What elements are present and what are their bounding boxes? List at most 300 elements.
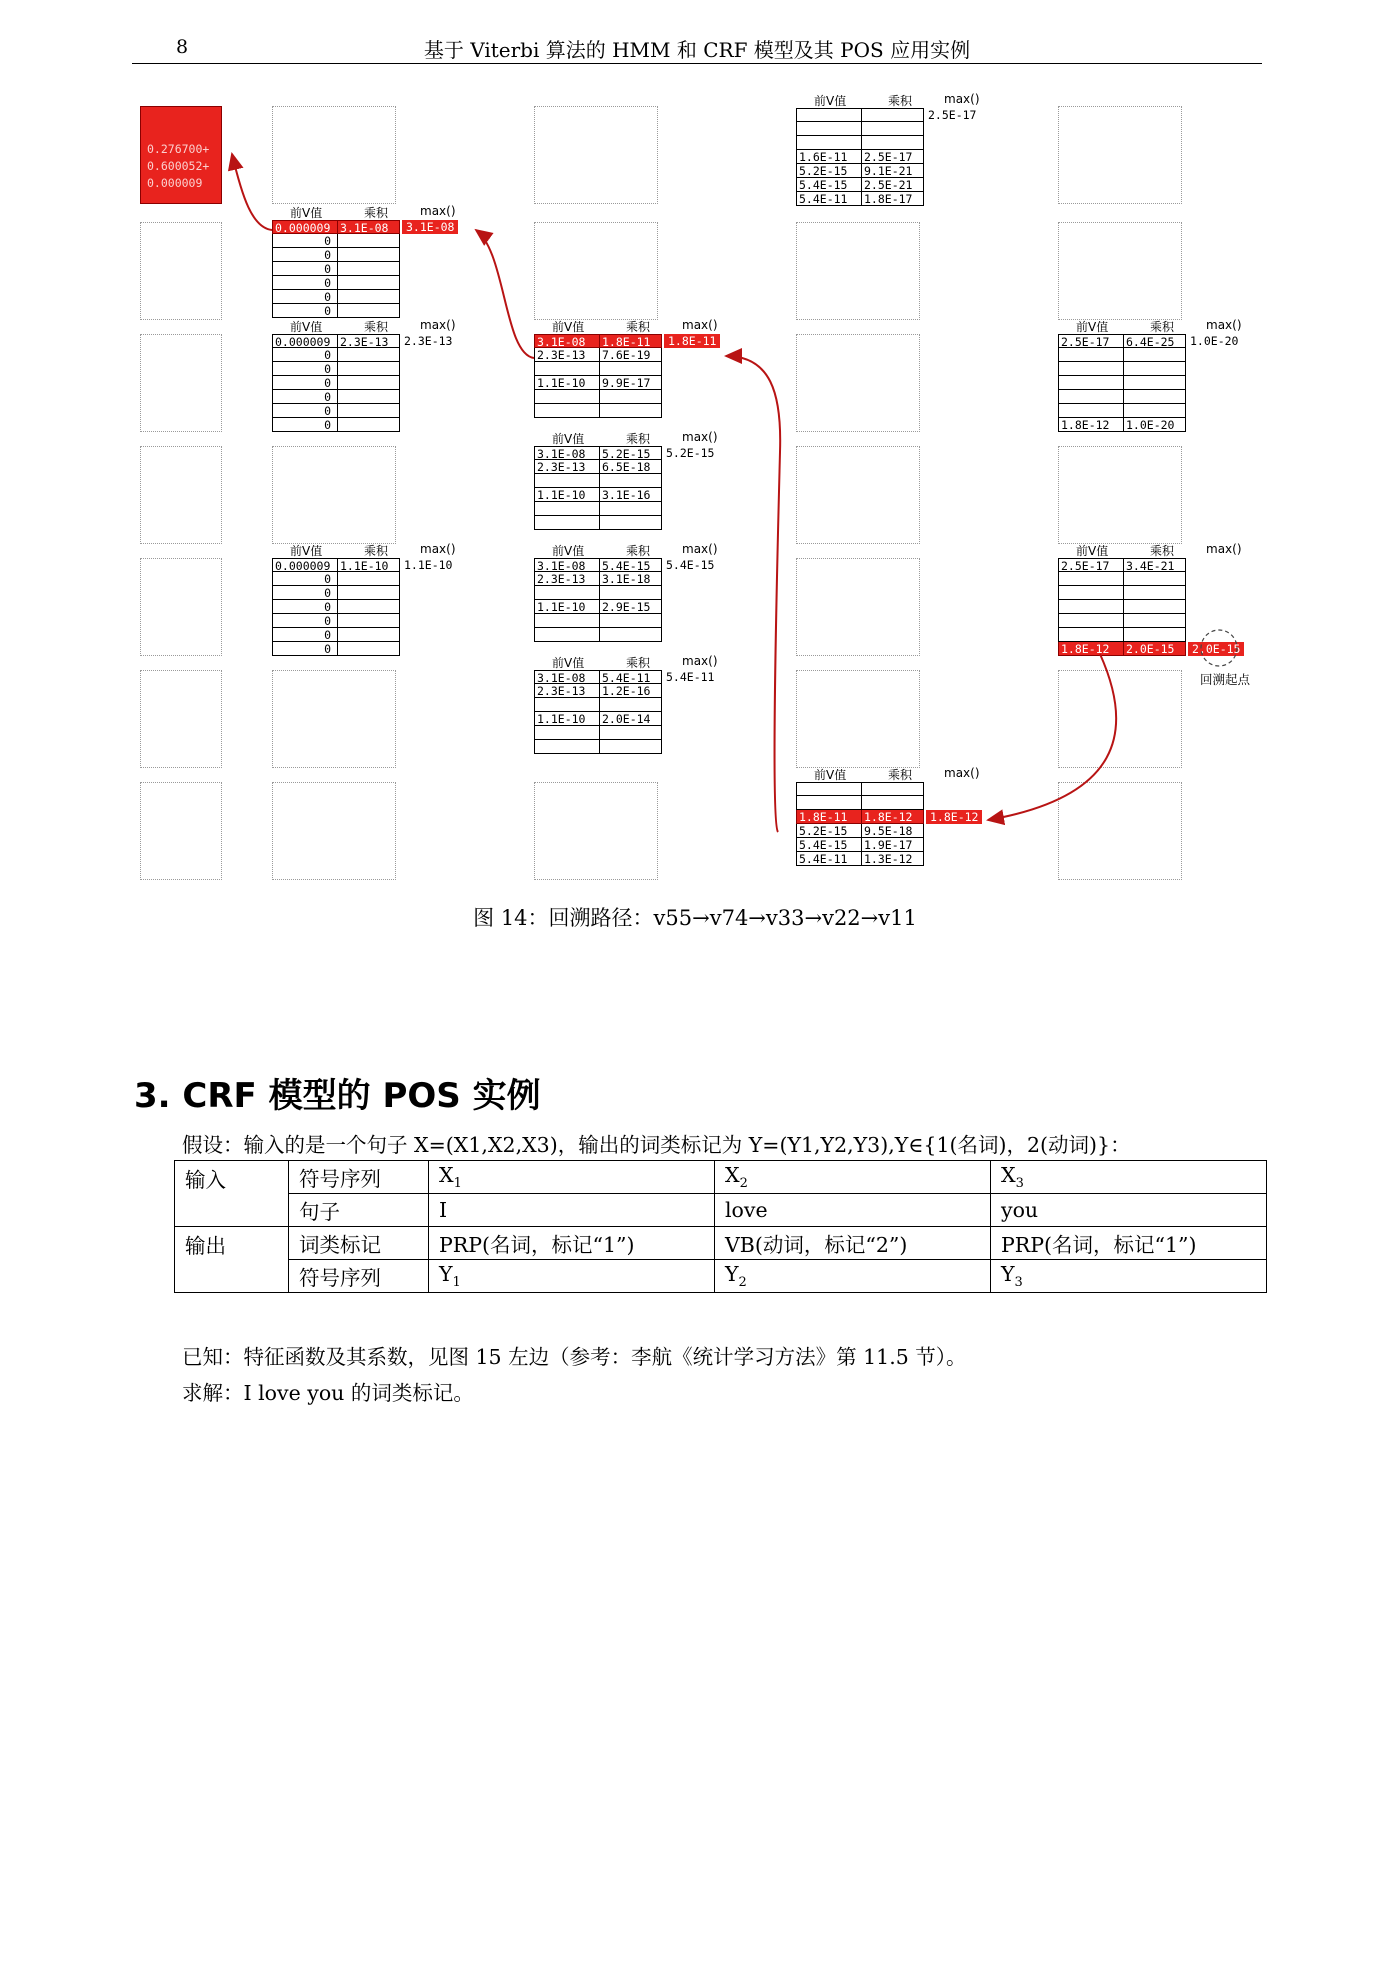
table-body <box>534 670 662 754</box>
table-cell: $X_2$ <box>715 1161 991 1194</box>
product-cell <box>1124 376 1186 390</box>
product-cell <box>338 276 400 290</box>
product-cell: 5.4E-15 <box>600 558 662 572</box>
table-row <box>534 474 662 488</box>
prev-value-cell <box>1058 376 1124 390</box>
table-row <box>534 390 662 404</box>
max-value: 5.4E-15 <box>666 558 715 572</box>
product-cell <box>600 362 662 376</box>
table-cell: I <box>429 1194 715 1227</box>
product-cell <box>600 614 662 628</box>
table-row <box>534 712 662 726</box>
table-row <box>796 108 924 122</box>
product-cell: 1.1E-10 <box>338 558 400 572</box>
table-column-headers <box>272 318 472 334</box>
table-row <box>272 390 400 404</box>
product-cell <box>862 122 924 136</box>
table-row <box>272 348 400 362</box>
state-cell <box>272 106 396 204</box>
prev-value-cell: 3.1E-08 <box>534 446 600 460</box>
table-column-headers <box>1058 318 1258 334</box>
column-header-product: 乘积 <box>626 320 651 334</box>
prev-value-cell: 5.4E-15 <box>796 178 862 192</box>
prev-value-cell <box>534 390 600 404</box>
product-cell: 1.3E-12 <box>862 852 924 866</box>
prev-value-cell: 5.2E-15 <box>796 824 862 838</box>
table-row <box>534 348 662 362</box>
table-row <box>534 600 662 614</box>
table-row <box>272 558 400 572</box>
max-value: 2.5E-17 <box>928 108 977 122</box>
table-cell: $Y_2$ <box>715 1260 991 1293</box>
product-cell <box>338 304 400 318</box>
product-cell <box>1124 572 1186 586</box>
prev-value-cell <box>796 108 862 122</box>
state-cell <box>796 334 920 432</box>
table-row <box>534 572 662 586</box>
prev-value-cell: 2.5E-17 <box>1058 558 1124 572</box>
prev-value-cell: 1.8E-12 <box>1058 642 1124 656</box>
prev-value-cell: 1.1E-10 <box>534 488 600 502</box>
table-row <box>1058 390 1186 404</box>
prev-value-cell <box>534 362 600 376</box>
assumption-text: 假设：输入的是一个句子 X=(X1,X2,X3)，输出的词类标记为 Y=(Y1,Y2,Y3),Y∈{1(名词)，2(动词)}： <box>182 1133 1131 1157</box>
prev-value-cell: 0 <box>272 418 338 432</box>
state-cell <box>1058 106 1182 204</box>
product-cell <box>600 740 662 754</box>
product-cell <box>1124 586 1186 600</box>
product-cell <box>338 390 400 404</box>
column-header-max: max() <box>420 542 456 556</box>
table-row <box>272 262 400 276</box>
prev-value-cell: 2.3E-13 <box>534 460 600 474</box>
column-header-product: 乘积 <box>888 768 913 782</box>
column-header-product: 乘积 <box>1150 320 1175 334</box>
state-cell <box>796 558 920 656</box>
row-label: 符号序列 <box>289 1161 429 1194</box>
state-cell <box>1058 782 1182 880</box>
product-cell <box>600 390 662 404</box>
table-row <box>272 642 400 656</box>
state-cell <box>534 222 658 320</box>
table-body <box>534 558 662 642</box>
prev-value-cell <box>1058 348 1124 362</box>
table-row <box>534 628 662 642</box>
prev-value-cell: 0 <box>272 642 338 656</box>
running-title: 基于 Viterbi 算法的 HMM 和 CRF 模型及其 POS 应用实例 <box>423 38 971 62</box>
table-row <box>1058 600 1186 614</box>
prev-value-cell: 2.3E-13 <box>534 572 600 586</box>
table-cell: $X_1$ <box>429 1161 715 1194</box>
column-header-prev: 前V值 <box>552 432 585 446</box>
product-cell <box>600 404 662 418</box>
assumption-paragraph <box>182 1128 1131 1158</box>
table-row <box>534 726 662 740</box>
table-row <box>272 248 400 262</box>
column-header-max: max() <box>944 766 980 780</box>
product-cell <box>338 362 400 376</box>
prev-value-cell: 2.5E-17 <box>1058 334 1124 348</box>
prev-value-cell: 1.8E-11 <box>796 810 862 824</box>
product-cell: 1.0E-20 <box>1124 418 1186 432</box>
table-row <box>272 572 400 586</box>
table-row <box>534 488 662 502</box>
prev-value-cell: 0 <box>272 586 338 600</box>
prev-value-cell <box>534 516 600 530</box>
product-cell <box>1124 362 1186 376</box>
page-number: 8 <box>176 36 189 58</box>
table-row <box>1058 628 1186 642</box>
product-cell <box>600 698 662 712</box>
prev-value-cell: 0 <box>272 248 338 262</box>
prev-value-cell: 0 <box>272 234 338 248</box>
table-row <box>534 586 662 600</box>
state-cell <box>272 670 396 768</box>
viterbi-table <box>272 318 472 448</box>
product-cell: 7.6E-19 <box>600 348 662 362</box>
column-header-prev: 前V值 <box>1076 320 1109 334</box>
product-cell: 3.1E-08 <box>338 220 400 234</box>
table-row <box>1058 642 1186 656</box>
product-cell: 3.4E-21 <box>1124 558 1186 572</box>
solve-paragraph: 求解：I love you 的词类标记。 <box>182 1381 474 1405</box>
max-value: 2.0E-15 <box>1188 642 1244 656</box>
product-cell <box>338 262 400 276</box>
prev-value-cell <box>534 502 600 516</box>
product-cell <box>600 502 662 516</box>
column-header-prev: 前V值 <box>552 656 585 670</box>
table-column-headers <box>796 766 996 782</box>
table-row <box>272 418 400 432</box>
state-cell <box>534 782 658 880</box>
table-body <box>796 108 924 206</box>
table-column-headers <box>534 430 734 446</box>
product-cell <box>600 586 662 600</box>
crf-example-table <box>174 1160 1267 1293</box>
column-header-product: 乘积 <box>1150 544 1175 558</box>
table-row <box>272 290 400 304</box>
row-label: 符号序列 <box>289 1260 429 1293</box>
prev-value-cell: 0 <box>272 614 338 628</box>
table-cell: you <box>991 1194 1267 1227</box>
max-value: 3.1E-08 <box>402 220 458 234</box>
column-header-max: max() <box>682 654 718 668</box>
table-row <box>1058 334 1186 348</box>
prev-value-cell <box>796 782 862 796</box>
table-row <box>272 600 400 614</box>
column-header-prev: 前V值 <box>290 206 323 220</box>
product-cell <box>600 474 662 488</box>
product-cell <box>1124 348 1186 362</box>
state-cell <box>140 222 222 320</box>
prev-value-cell: 1.6E-11 <box>796 150 862 164</box>
prev-value-cell <box>534 698 600 712</box>
table-row <box>534 740 662 754</box>
prev-value-cell: 1.1E-10 <box>534 712 600 726</box>
table-row <box>272 234 400 248</box>
viterbi-table <box>534 654 734 784</box>
table-cell: PRP(名词，标记“1”) <box>429 1227 715 1260</box>
known-paragraph: 已知：特征函数及其系数，见图 15 左边（参考：李航《统计学习方法》第 11.5 节）。 <box>182 1345 967 1369</box>
table-cell: $X_3$ <box>991 1161 1267 1194</box>
table-row <box>272 334 400 348</box>
prev-value-cell <box>1058 362 1124 376</box>
column-header-max: max() <box>682 542 718 556</box>
table-row <box>796 150 924 164</box>
table-row <box>272 276 400 290</box>
column-header-max: max() <box>944 92 980 106</box>
prev-value-cell <box>1058 390 1124 404</box>
prev-value-cell: 0 <box>272 404 338 418</box>
prev-value-cell: 3.1E-08 <box>534 334 600 348</box>
state-cell <box>140 670 222 768</box>
table-row <box>1058 376 1186 390</box>
prev-value-cell: 0 <box>272 600 338 614</box>
table-row <box>534 516 662 530</box>
table-row <box>272 614 400 628</box>
column-header-prev: 前V值 <box>552 544 585 558</box>
table-row <box>796 192 924 206</box>
prev-value-cell: 3.1E-08 <box>534 558 600 572</box>
product-cell: 1.2E-16 <box>600 684 662 698</box>
table-row <box>796 838 924 852</box>
prev-value-cell: 0 <box>272 390 338 404</box>
table-body <box>534 334 662 418</box>
row-label: 句子 <box>289 1194 429 1227</box>
prev-value-cell: 5.4E-11 <box>796 852 862 866</box>
max-value: 2.3E-13 <box>404 334 453 348</box>
prev-value-cell <box>1058 614 1124 628</box>
product-cell: 9.1E-21 <box>862 164 924 178</box>
product-cell <box>600 628 662 642</box>
prev-value-cell: 2.3E-13 <box>534 684 600 698</box>
table-row <box>1058 558 1186 572</box>
table-row <box>796 824 924 838</box>
table-body <box>796 782 924 866</box>
product-cell: 6.5E-18 <box>600 460 662 474</box>
table-row <box>272 362 400 376</box>
table-body <box>1058 558 1186 656</box>
table-row <box>796 796 924 810</box>
viterbi-backtrack-figure <box>130 92 1270 892</box>
page-header <box>132 30 1262 64</box>
state-cell <box>140 446 222 544</box>
prev-value-cell <box>534 586 600 600</box>
table-row <box>534 404 662 418</box>
state-cell <box>272 446 396 544</box>
max-value: 5.4E-11 <box>666 670 715 684</box>
state-cell <box>140 782 222 880</box>
product-cell <box>338 376 400 390</box>
product-cell <box>862 782 924 796</box>
product-cell <box>862 108 924 122</box>
prev-value-cell: 0 <box>272 376 338 390</box>
table-cell: $Y_1$ <box>429 1260 715 1293</box>
product-cell <box>1124 600 1186 614</box>
product-cell <box>338 628 400 642</box>
product-cell: 2.0E-14 <box>600 712 662 726</box>
table-body <box>1058 334 1186 432</box>
backtrack-arrow <box>726 356 780 832</box>
product-cell: 1.8E-12 <box>862 810 924 824</box>
table-row <box>534 376 662 390</box>
table-row <box>534 446 662 460</box>
product-cell: 1.8E-17 <box>862 192 924 206</box>
viterbi-table <box>796 766 996 896</box>
prev-value-cell <box>1058 572 1124 586</box>
table-row <box>175 1194 1267 1227</box>
product-cell <box>600 516 662 530</box>
viterbi-table <box>1058 318 1258 448</box>
product-cell <box>338 234 400 248</box>
state-cell <box>140 558 222 656</box>
table-row <box>1058 418 1186 432</box>
table-row <box>534 614 662 628</box>
product-cell: 3.1E-16 <box>600 488 662 502</box>
prev-value-cell: 0 <box>272 262 338 276</box>
table-row <box>534 362 662 376</box>
table-row <box>796 852 924 866</box>
prev-value-cell: 0 <box>272 290 338 304</box>
table-row <box>796 136 924 150</box>
table-row <box>272 304 400 318</box>
column-header-product: 乘积 <box>626 432 651 446</box>
prev-value-cell: 5.2E-15 <box>796 164 862 178</box>
table-row <box>534 334 662 348</box>
max-value: 1.8E-12 <box>926 810 982 824</box>
prev-value-cell: 0 <box>272 304 338 318</box>
product-cell <box>338 348 400 362</box>
viterbi-table <box>534 318 734 448</box>
max-value: 1.0E-20 <box>1190 334 1239 348</box>
viterbi-table <box>272 542 472 672</box>
product-cell <box>862 796 924 810</box>
table-column-headers <box>796 92 996 108</box>
table-row <box>272 404 400 418</box>
product-cell <box>1124 404 1186 418</box>
column-header-prev: 前V值 <box>814 94 847 108</box>
prev-value-cell <box>534 740 600 754</box>
table-row <box>175 1260 1267 1293</box>
table-row <box>534 460 662 474</box>
state-cell <box>796 222 920 320</box>
table-column-headers <box>1058 542 1258 558</box>
product-cell: 2.9E-15 <box>600 600 662 614</box>
table-cell: VB(动词，标记“2”) <box>715 1227 991 1260</box>
prev-value-cell: 1.1E-10 <box>534 600 600 614</box>
column-header-max: max() <box>682 318 718 332</box>
product-cell: 5.2E-15 <box>600 446 662 460</box>
state-cell <box>1058 670 1182 768</box>
state-cell <box>1058 222 1182 320</box>
product-cell: 6.4E-25 <box>1124 334 1186 348</box>
backtrack-arrow <box>232 154 272 230</box>
viterbi-table <box>272 204 472 334</box>
product-cell <box>1124 628 1186 642</box>
column-header-product: 乘积 <box>888 94 913 108</box>
table-row <box>796 178 924 192</box>
output-group-label: 输出 <box>175 1227 289 1293</box>
table-column-headers <box>272 542 472 558</box>
product-cell <box>600 726 662 740</box>
prev-value-cell <box>796 136 862 150</box>
max-value: 1.1E-10 <box>404 558 453 572</box>
table-cell: $Y_3$ <box>991 1260 1267 1293</box>
table-row <box>534 670 662 684</box>
prev-value-cell: 0 <box>272 276 338 290</box>
table-body <box>272 334 400 432</box>
prev-value-cell: 1.1E-10 <box>534 376 600 390</box>
prev-value-cell <box>1058 586 1124 600</box>
table-row <box>534 502 662 516</box>
backtrack-arrow <box>476 230 534 358</box>
product-cell <box>338 248 400 262</box>
prev-value-cell: 5.4E-11 <box>796 192 862 206</box>
state-cell <box>534 106 658 204</box>
column-header-max: max() <box>682 430 718 444</box>
prev-value-cell: 1.8E-12 <box>1058 418 1124 432</box>
product-cell <box>338 642 400 656</box>
product-cell: 9.9E-17 <box>600 376 662 390</box>
prev-value-cell: 0 <box>272 572 338 586</box>
prev-value-cell: 5.4E-15 <box>796 838 862 852</box>
table-row <box>1058 404 1186 418</box>
max-value: 1.8E-11 <box>664 334 720 348</box>
max-value: 5.2E-15 <box>666 446 715 460</box>
table-body <box>272 558 400 656</box>
prev-value-cell: 0.000009 <box>272 334 338 348</box>
column-header-prev: 前V值 <box>1076 544 1109 558</box>
prev-value-cell: 2.3E-13 <box>534 348 600 362</box>
column-header-max: max() <box>420 204 456 218</box>
prev-value-cell: 0 <box>272 362 338 376</box>
prev-value-cell <box>1058 600 1124 614</box>
table-column-headers <box>272 204 472 220</box>
product-cell <box>1124 390 1186 404</box>
column-header-product: 乘积 <box>626 544 651 558</box>
table-row <box>1058 348 1186 362</box>
table-row <box>796 782 924 796</box>
table-row <box>1058 614 1186 628</box>
product-cell: 5.4E-11 <box>600 670 662 684</box>
prev-value-cell: 0.000009 <box>272 220 338 234</box>
prev-value-cell: 3.1E-08 <box>534 670 600 684</box>
prev-value-cell <box>796 796 862 810</box>
table-row <box>534 684 662 698</box>
product-cell: 9.5E-18 <box>862 824 924 838</box>
product-cell <box>338 418 400 432</box>
table-cell: PRP(名词，标记“1”) <box>991 1227 1267 1260</box>
product-cell: 2.5E-17 <box>862 150 924 164</box>
column-header-product: 乘积 <box>364 320 389 334</box>
column-header-max: max() <box>1206 542 1242 556</box>
column-header-product: 乘积 <box>364 544 389 558</box>
prev-value-cell <box>534 404 600 418</box>
state-cell <box>796 446 920 544</box>
row-label: 词类标记 <box>289 1227 429 1260</box>
table-row <box>534 558 662 572</box>
state-cell <box>796 670 920 768</box>
table-row <box>272 586 400 600</box>
viterbi-table <box>1058 542 1258 672</box>
table-row <box>272 628 400 642</box>
viterbi-table <box>534 430 734 560</box>
table-cell: love <box>715 1194 991 1227</box>
prev-value-cell <box>534 474 600 488</box>
backtrack-start-label: 回溯起点 <box>1200 672 1251 687</box>
column-header-max: max() <box>1206 318 1242 332</box>
table-row <box>272 220 400 234</box>
